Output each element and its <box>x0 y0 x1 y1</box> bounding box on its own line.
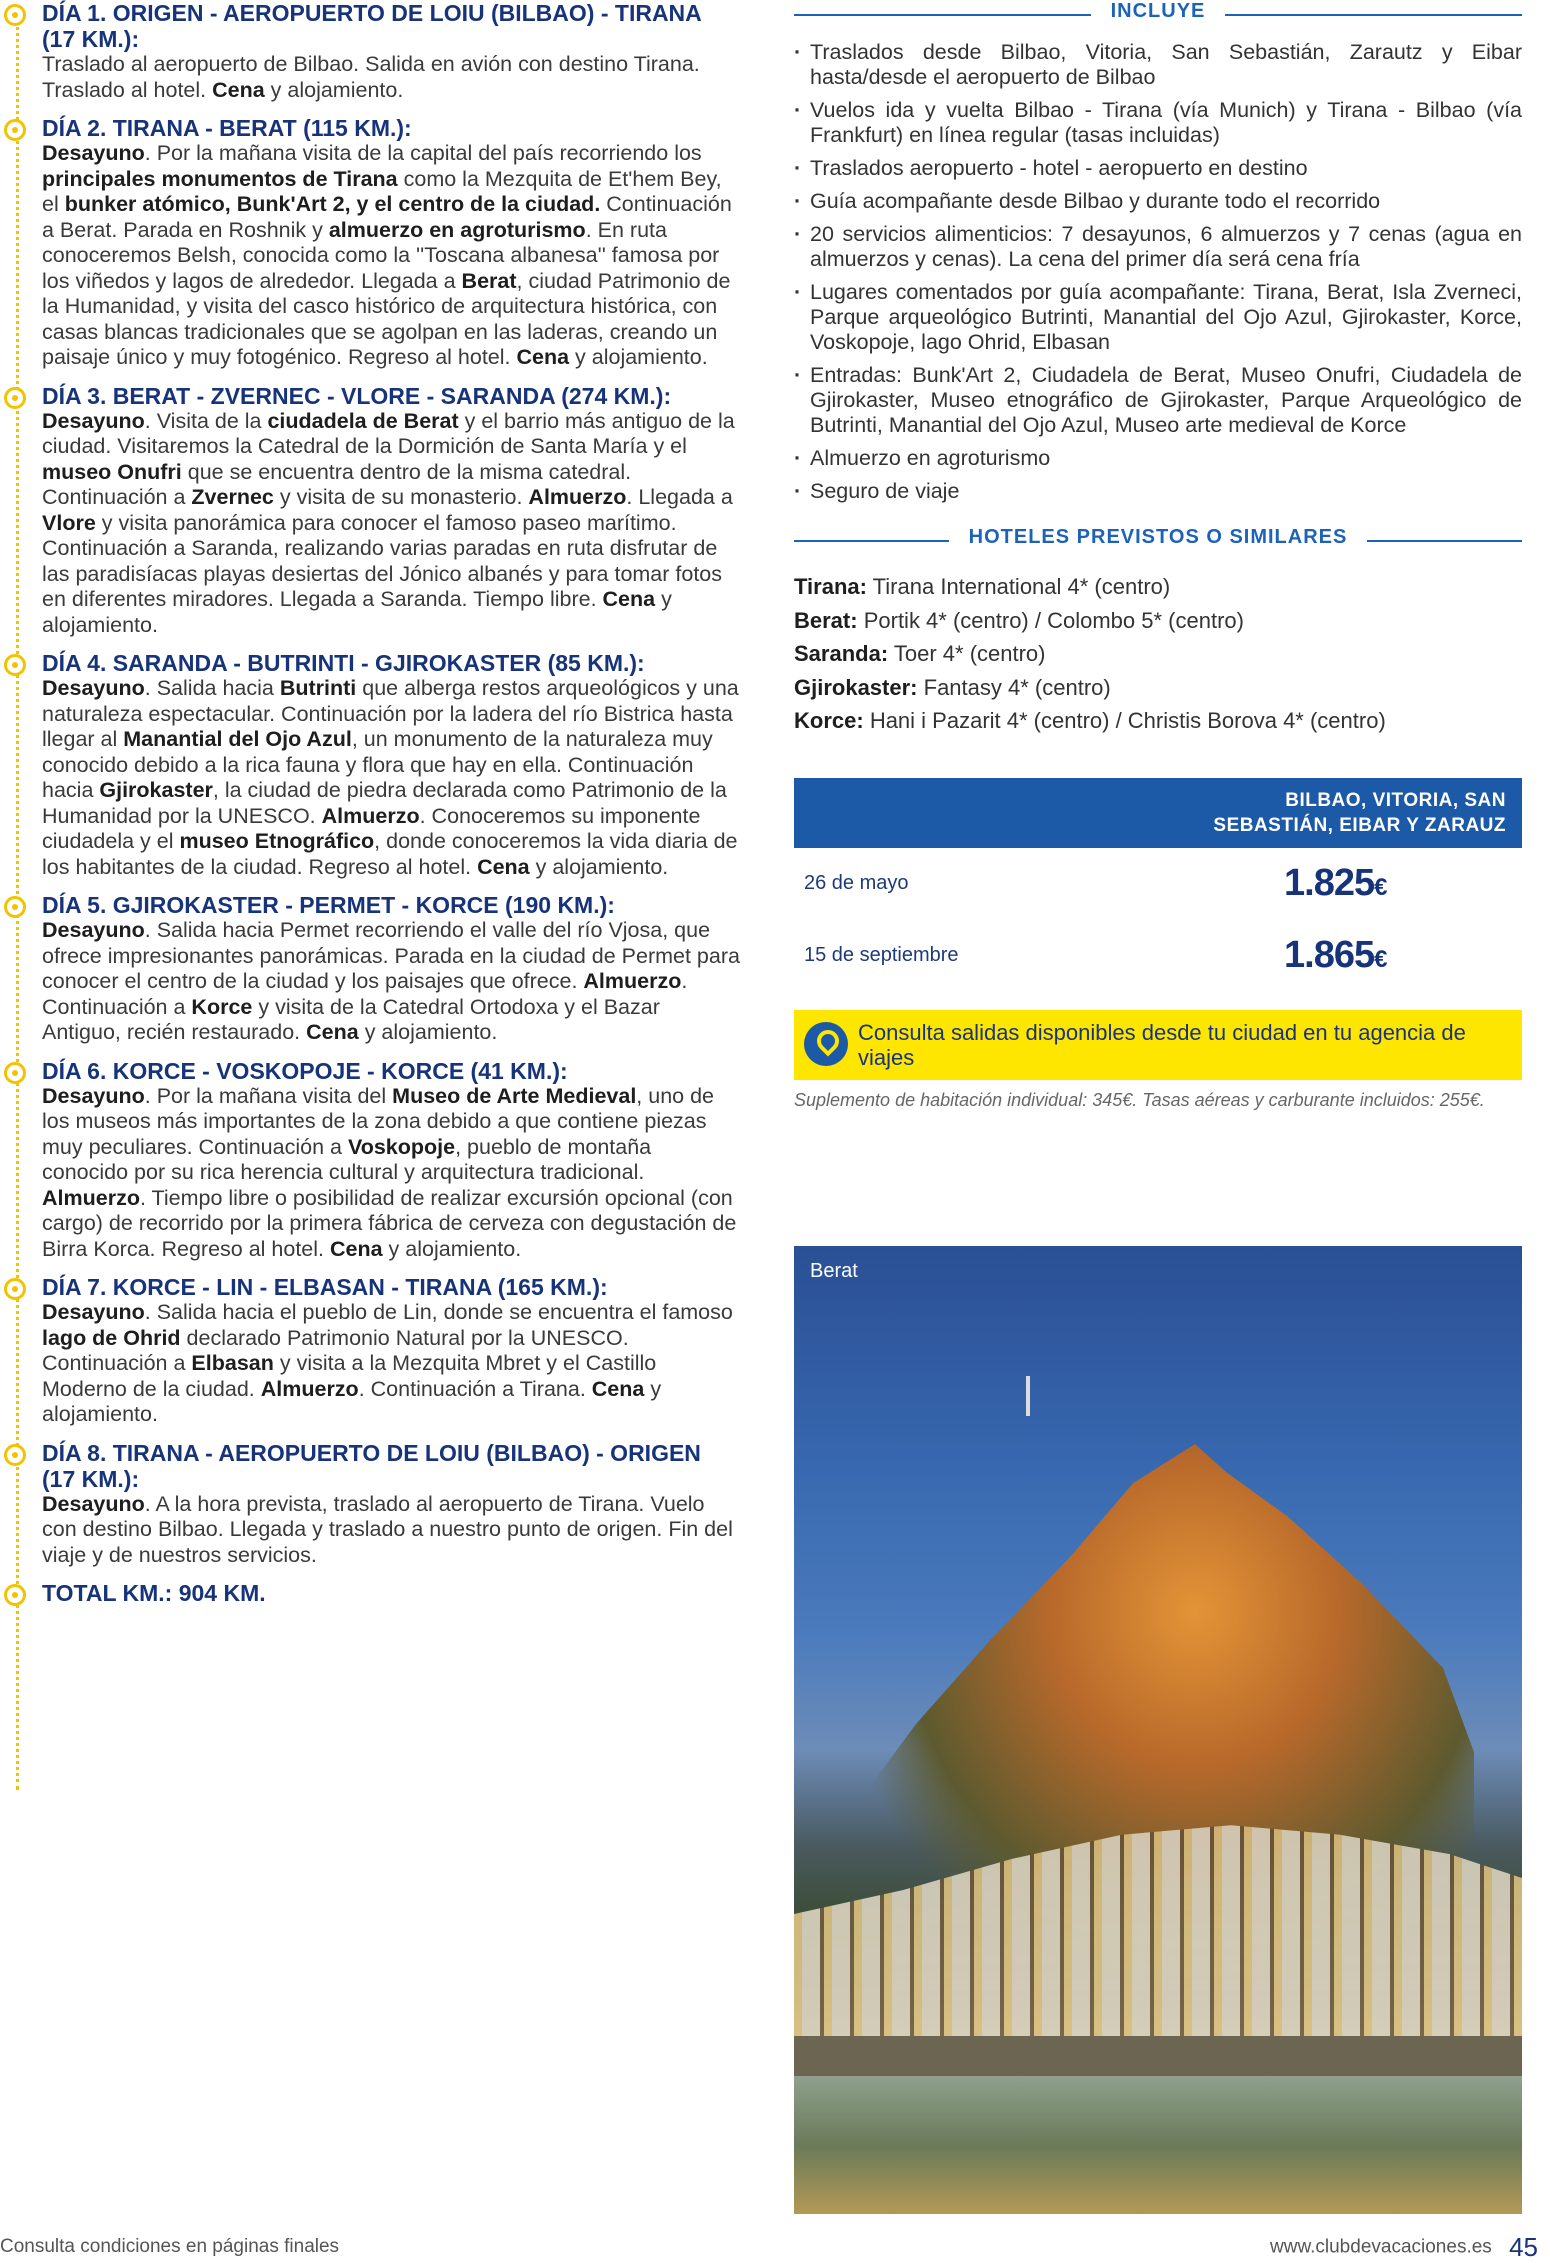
incluye-item: · Traslados aeropuerto - hotel - aeropuerto en destino <box>794 156 1522 181</box>
photo-river <box>794 2076 1522 2214</box>
supplement-note: Suplemento de habitación individual: 345€. Tasas aéreas y carburante incluidos: 255€. <box>794 1089 1485 1110</box>
incluye-list <box>794 40 1522 504</box>
incluye-item: · Traslados desde Bilbao, Vitoria, San Sebastián, Zarautz y Eibar hasta/desde el aeropuerto de Bilbao <box>794 40 1522 90</box>
incluye-item: · Seguro de viaje <box>794 479 1522 504</box>
price-amount: 1.865 <box>1284 933 1375 976</box>
info-column <box>794 0 1522 1111</box>
timeline-dot-icon <box>4 896 26 918</box>
hotel-name: Hani i Pazarit 4* (centro) / Christis Borova 4* (centro) <box>869 708 1386 733</box>
incluye-item: · Lugares comentados por guía acompañante: Tirana, Berat, Isla Zverneci, Parque arqueológico Butrinti, Manantial del Ojo Azul, Gjirokaster, Korce, Voskopoje, lago Ohrid, Elbasan <box>794 280 1522 355</box>
day-description: Desayuno. Salida hacia Butrinti que alberga restos arqueológicos y una naturaleza espectacular. Continuación por la ladera del río Bistrica hasta llegar al Manantial del Ojo Azul, un monumento de la naturaleza muy conocido debido a la rica fauna y flora que hay en ella. Continuación hacia Gjirokaster, la ciudad de piedra declarada como Patrimonio de la Humanidad por la UNESCO. Almuerzo. Conoceremos su imponente ciudadela y el museo Etnográfico, donde conoceremos la vida diaria de los habitantes de la ciudad. Regreso al hotel. Cena y alojamiento. <box>42 676 739 879</box>
incluye-heading-text: INCLUYE <box>1091 0 1226 22</box>
day-description: Desayuno. Salida hacia el pueblo de Lin, donde se encuentra el famoso lago de Ohrid declarado Patrimonio Natural por la UNESCO. Continuación a Elbasan y visita a la Mezquita Mbret y el Castillo Moderno de la ciudad. Almuerzo. Continuación a Tirana. Cena y alojamiento. <box>42 1300 733 1426</box>
day-title: DÍA 5. GJIROKASTER - PERMET - KORCE (190 KM.): <box>42 892 615 918</box>
hotel-city: Tirana: <box>794 574 867 599</box>
berat-photo <box>794 1246 1522 2214</box>
itinerary-column <box>0 0 740 1606</box>
price-date: 26 de mayo <box>804 871 909 894</box>
day-description: Desayuno. A la hora prevista, traslado al aeropuerto de Tirana. Vuelo con destino Bilbao. Llegada y traslado a nuestro punto de origen. Fin del viaje y de nuestros servicios. <box>42 1491 733 1567</box>
footer-url[interactable]: www.clubdevacaciones.es <box>1270 2236 1492 2258</box>
price-header-line-1: BILBAO, VITORIA, SAN <box>1285 789 1506 811</box>
timeline-dot-icon <box>4 387 26 409</box>
timeline-dot-icon <box>4 4 26 26</box>
day-description: Traslado al aeropuerto de Bilbao. Salida en avión con destino Tirana. Traslado al hotel. Cena y alojamiento. <box>42 52 700 102</box>
price-rows <box>794 848 1522 992</box>
price-table <box>794 778 1522 992</box>
photo-caption: Berat <box>810 1260 858 1282</box>
day-item <box>0 1440 740 1569</box>
footer-conditions: Consulta condiciones en páginas finales <box>0 2236 340 2257</box>
price-value <box>1284 862 1386 905</box>
day-item <box>0 650 740 880</box>
price-row <box>794 920 1522 992</box>
hotel-row <box>794 671 1522 705</box>
hotel-row <box>794 637 1522 671</box>
price-currency: € <box>1374 873 1387 901</box>
price-amount: 1.825 <box>1284 861 1375 904</box>
location-pin-icon <box>804 1022 848 1066</box>
hotel-name: Tirana International 4* (centro) <box>872 574 1171 599</box>
day-description: Desayuno. Salida hacia Permet recorriendo el valle del río Vjosa, que ofrece impresionantes panorámicas. Parada en la ciudad de Permet para conocer el centro de la ciudad y los paisajes que ofrece. Almuerzo. Continuación a Korce y visita de la Catedral Ortodoxa y el Bazar Antiguo, recién restaurado. Cena y alojamiento. <box>42 918 740 1044</box>
day-title: DÍA 7. KORCE - LIN - ELBASAN - TIRANA (165 KM.): <box>42 1274 608 1300</box>
day-item <box>0 1274 740 1428</box>
day-title: DÍA 8. TIRANA - AEROPUERTO DE LOIU (BILBAO) - ORIGEN (17 KM.): <box>42 1439 701 1492</box>
footer-right <box>1270 2232 1538 2263</box>
price-value <box>1284 934 1386 977</box>
hotel-row <box>794 704 1522 738</box>
price-header-line-2: SEBASTIÁN, EIBAR Y ZARAUZ <box>1213 814 1506 836</box>
timeline-dot-icon <box>4 1278 26 1300</box>
photo-flagpole <box>1026 1376 1030 1416</box>
price-table-header <box>794 778 1522 848</box>
day-title: DÍA 3. BERAT - ZVERNEC - VLORE - SARANDA (274 KM.): <box>42 382 672 409</box>
day-item <box>0 892 740 1046</box>
price-currency: € <box>1374 945 1387 973</box>
timeline-dot-icon <box>4 1584 26 1606</box>
day-list <box>0 0 740 1568</box>
page-number: 45 <box>1509 2232 1538 2262</box>
hotel-row <box>794 604 1522 638</box>
timeline-dot-icon <box>4 119 26 141</box>
day-description: Desayuno. Por la mañana visita del Museo de Arte Medieval, uno de los museos más importantes de la zona debido a que contiene piezas muy peculiares. Continuación a Voskopoje, pueblo de montaña conocido por su rica herencia cultural y arquitectura tradicional. Almuerzo. Tiempo libre o posibilidad de realizar excursión opcional (con cargo) de recorrido por la primera fábrica de cerveza con degustación de Birra Korca. Regreso al hotel. Cena y alojamiento. <box>42 1083 737 1261</box>
incluye-item: · 20 servicios alimenticios: 7 desayunos, 6 almuerzos y 7 cenas (agua en almuerzos y cenas). La cena del primer día será cena fría <box>794 222 1522 272</box>
hotel-city: Korce: <box>794 708 864 733</box>
photo-wall <box>794 2036 1522 2076</box>
hotel-list <box>794 570 1522 738</box>
hotel-name: Portik 4* (centro) / Colombo 5* (centro) <box>863 607 1244 633</box>
incluye-item: · Vuelos ida y vuelta Bilbao - Tirana (vía Munich) y Tirana - Bilbao (vía Frankfurt) en línea regular (tasas incluidas) <box>794 98 1522 148</box>
hoteles-heading-text: HOTELES PREVISTOS O SIMILARES <box>949 526 1368 548</box>
day-item <box>0 1058 740 1263</box>
incluye-item: · Almuerzo en agroturismo <box>794 446 1522 471</box>
hotel-row <box>794 570 1522 604</box>
consult-banner <box>794 1010 1522 1080</box>
hotel-name: Fantasy 4* (centro) <box>923 674 1111 700</box>
incluye-heading <box>794 0 1522 30</box>
hotel-name: Toer 4* (centro) <box>893 641 1046 666</box>
day-description: Desayuno. Por la mañana visita de la capital del país recorriendo los principales monumentos de Tirana como la Mezquita de Et'hem Bey, el bunker atómico, Bunk'Art 2, y el centro de la ciudad. Continuación a Berat. Parada en Roshnik y almuerzo en agroturismo. En ruta conoceremos Belsh, conocida como la ''Toscana albanesa'' famosa por los viñedos y lagos de alrededor. Llegada a Berat, ciudad Patrimonio de la Humanidad, y visita del casco histórico de arquitectura histórica, con casas blancas tradicionales que se agolpan en las laderas, creando un paisaje único y muy fotogénico. Regreso al hotel. Cena y alojamiento. <box>42 141 732 369</box>
consult-text: Consulta salidas disponibles desde tu ciudad en tu agencia de viajes <box>858 1019 1466 1070</box>
timeline-dot-icon <box>4 1062 26 1084</box>
day-title: DÍA 6. KORCE - VOSKOPOJE - KORCE (41 KM.): <box>42 1057 568 1084</box>
incluye-item: · Entradas: Bunk'Art 2, Ciudadela de Berat, Museo Onufri, Ciudadela de Gjirokaster, Museo etnográfico de Gjirokaster, Parque Arqueológico de Butrinti, Manantial del Ojo Azul, Museo arte medieval de Korce <box>794 363 1522 438</box>
total-km <box>0 1580 740 1606</box>
total-km-text: TOTAL KM.: 904 KM. <box>42 1580 266 1606</box>
day-item <box>0 115 740 371</box>
price-row <box>794 848 1522 920</box>
hotel-city: Saranda: <box>794 641 889 666</box>
hotel-city: Gjirokaster: <box>794 674 918 700</box>
price-date: 15 de septiembre <box>804 943 959 966</box>
timeline-dot-icon <box>4 654 26 676</box>
day-title: DÍA 2. TIRANA - BERAT (115 KM.): <box>42 115 412 141</box>
day-title: DÍA 1. ORIGEN - AEROPUERTO DE LOIU (BILBAO) - TIRANA (17 KM.): <box>42 0 701 52</box>
day-description: Desayuno. Visita de la ciudadela de Berat y el barrio más antiguo de la ciudad. Visitaremos la Catedral de la Dormición de Santa María y el museo Onufri que se encuentra dentro de la misma catedral. Continuación a Zvernec y visita de su monasterio. Almuerzo. Llegada a Vlore y visita panorámica para conocer el famoso paseo marítimo. Continuación a Saranda, realizando varias paradas en ruta disfrutar de las paradisíacas playas desiertas del Jónico albanés y para tomar fotos en diferentes miradores. Llegada a Saranda. Tiempo libre. Cena y alojamiento. <box>42 408 735 637</box>
timeline-dot-icon <box>4 1444 26 1466</box>
hotel-city: Berat: <box>794 607 858 633</box>
day-title: DÍA 4. SARANDA - BUTRINTI - GJIROKASTER (85 KM.): <box>42 650 645 676</box>
hoteles-heading <box>794 526 1522 556</box>
day-item <box>0 0 740 103</box>
day-item <box>0 383 740 639</box>
incluye-item: · Guía acompañante desde Bilbao y durante todo el recorrido <box>794 189 1522 214</box>
